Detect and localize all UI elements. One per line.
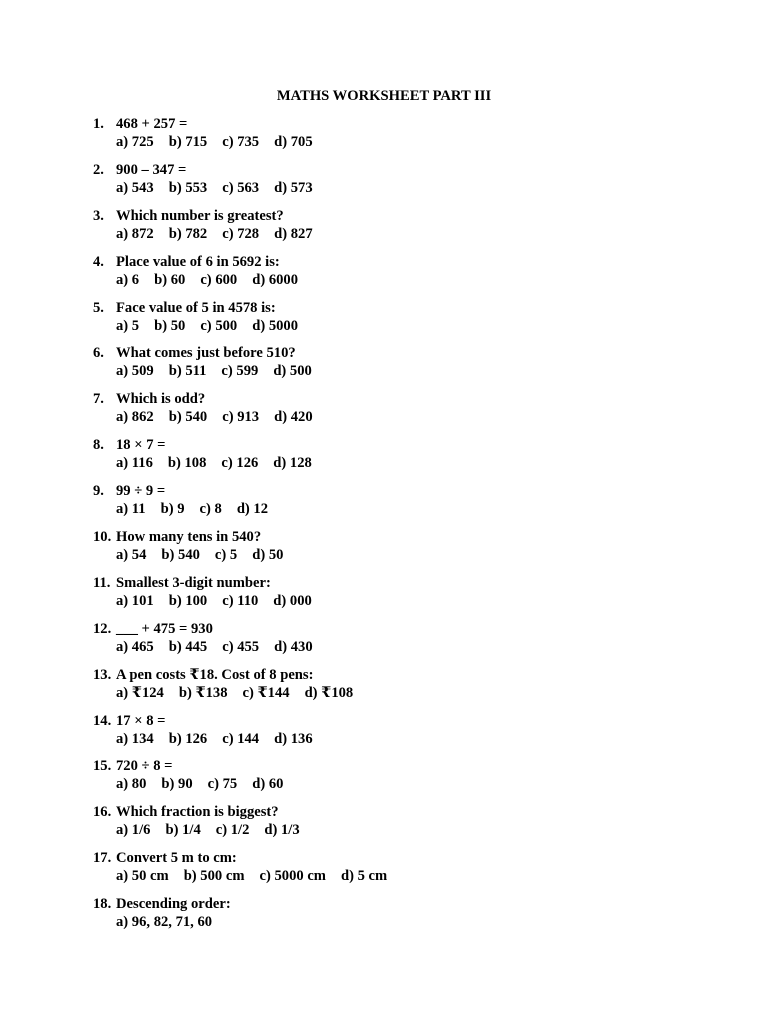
- options-line: [116, 271, 313, 289]
- question-item: [93, 344, 713, 390]
- question-text: Smallest 3-digit number:: [116, 574, 271, 591]
- answer-option: a) 543: [116, 179, 154, 196]
- answer-option: d) 128: [273, 455, 312, 472]
- question-number: 9.: [93, 483, 104, 500]
- answer-option: a) 1/6: [116, 822, 151, 839]
- question-number: 1.: [93, 116, 104, 132]
- answer-option: b) 50: [154, 317, 186, 334]
- answer-option: d) 573: [274, 179, 313, 196]
- question-text: 900 – 347 =: [116, 161, 187, 178]
- question-number: 6.: [93, 345, 104, 362]
- answer-option: d) 1/3: [264, 822, 300, 839]
- question-text: How many tens in 540?: [116, 529, 262, 546]
- question-line: [93, 712, 165, 730]
- question-number: 14.: [93, 712, 112, 729]
- question-text: Descending order:: [116, 896, 231, 913]
- answer-option: a) 862: [116, 409, 154, 426]
- answer-option: c) 1/2: [215, 822, 250, 839]
- answer-option: d) 6000: [252, 271, 299, 288]
- answer-option: c) 144: [222, 730, 260, 747]
- question-number: 10.: [93, 529, 112, 546]
- answer-option: b) 9: [160, 501, 185, 518]
- question-number: 12.: [93, 620, 112, 637]
- question-line: [93, 757, 172, 775]
- answer-option: c) 500: [200, 317, 238, 334]
- answer-option: b) 60: [154, 271, 186, 288]
- question-text: What comes just before 510?: [116, 345, 296, 362]
- answer-option: c) 455: [222, 638, 260, 655]
- answer-option: c) 8: [199, 501, 222, 518]
- worksheet-title: MATHS WORKSHEET PART III: [276, 88, 492, 104]
- question-line: [93, 115, 187, 133]
- question-line: [93, 344, 296, 362]
- answer-option: a) 465: [116, 638, 154, 655]
- options-line: [116, 225, 328, 243]
- question-text: ___ + 475 = 930: [116, 620, 213, 637]
- answer-option: b) 100: [168, 592, 208, 609]
- answer-option: c) 600: [200, 271, 238, 288]
- question-item: [93, 161, 713, 207]
- answer-option: a) 80: [116, 776, 147, 793]
- answer-option: c) 599: [221, 363, 259, 380]
- options-line: [116, 913, 227, 931]
- answer-option: d) 136: [274, 730, 313, 747]
- answer-option: c) 563: [222, 179, 260, 196]
- answer-option: c) ₹144: [242, 684, 290, 701]
- answer-option: a) 134: [116, 730, 154, 747]
- question-text: 18 × 7 =: [116, 437, 166, 454]
- answer-option: d) 430: [274, 638, 313, 655]
- answer-option: c) 735: [222, 134, 260, 150]
- answer-option: b) 445: [168, 638, 208, 655]
- question-item: [93, 528, 713, 574]
- question-number: 18.: [93, 896, 112, 913]
- question-line: [93, 528, 261, 546]
- answer-option: c) 126: [221, 455, 259, 472]
- question-line: [93, 207, 284, 225]
- answer-option: a) 5: [116, 317, 140, 334]
- question-line: [93, 895, 231, 913]
- question-line: [93, 803, 279, 821]
- question-text: Which is odd?: [116, 391, 206, 408]
- question-item: [93, 115, 713, 161]
- answer-option: b) 540: [168, 409, 208, 426]
- question-text: 99 ÷ 9 =: [116, 483, 166, 500]
- options-line: [116, 592, 327, 610]
- question-line: [93, 436, 165, 454]
- question-number: 3.: [93, 207, 104, 224]
- question-text: Which number is greatest?: [116, 207, 284, 224]
- question-item: [93, 390, 713, 436]
- question-item: [93, 666, 713, 712]
- answer-option: b) 540: [161, 547, 200, 564]
- question-text: Place value of 6 in 5692 is:: [116, 253, 280, 270]
- answer-option: a) 101: [116, 592, 154, 609]
- answer-option: c) 728: [222, 225, 260, 242]
- question-number: 2.: [93, 161, 104, 178]
- question-item: [93, 299, 713, 345]
- question-item: [93, 436, 713, 482]
- answer-option: a) 11: [116, 501, 146, 518]
- question-line: [93, 299, 276, 317]
- answer-option: d) 5 cm: [340, 868, 388, 885]
- answer-option: b) 500 cm: [183, 868, 245, 885]
- answer-option: a) 50 cm: [116, 868, 169, 885]
- question-line: [93, 482, 165, 500]
- question-number: 7.: [93, 391, 104, 408]
- question-text: 468 + 257 =: [116, 116, 188, 132]
- question-number: 8.: [93, 437, 104, 454]
- answer-option: d) 500: [273, 363, 312, 380]
- question-number: 15.: [93, 758, 112, 775]
- question-list: [93, 115, 713, 941]
- question-text: Face value of 5 in 4578 is:: [116, 299, 276, 316]
- options-line: [116, 546, 298, 564]
- answer-option: a) 725: [116, 134, 154, 150]
- answer-option: d) 60: [252, 776, 284, 793]
- options-line: [116, 775, 298, 793]
- question-item: [93, 620, 713, 666]
- answer-option: d) 827: [274, 225, 313, 242]
- question-item: [93, 895, 713, 941]
- answer-option: d) ₹108: [304, 684, 354, 701]
- options-line: [116, 454, 327, 472]
- question-text: 17 × 8 =: [116, 712, 166, 729]
- question-text: Convert 5 m to cm:: [116, 850, 237, 867]
- answer-option: d) 000: [273, 592, 312, 609]
- options-line: [116, 133, 328, 151]
- question-item: [93, 253, 713, 299]
- answer-option: d) 12: [236, 501, 269, 518]
- question-number: 5.: [93, 299, 104, 316]
- answer-option: b) 715: [168, 134, 208, 150]
- answer-option: c) 75: [207, 776, 238, 793]
- question-text: 720 ÷ 8 =: [116, 758, 173, 775]
- answer-option: d) 420: [274, 409, 313, 426]
- options-line: [116, 638, 328, 656]
- options-line: [116, 730, 328, 748]
- answer-option: b) ₹138: [178, 684, 228, 701]
- answer-option: c) 110: [222, 592, 259, 609]
- options-line: [116, 179, 328, 197]
- question-number: 13.: [93, 666, 112, 683]
- question-number: 16.: [93, 804, 112, 821]
- answer-option: c) 913: [222, 409, 260, 426]
- question-item: [93, 712, 713, 758]
- options-line: [116, 317, 313, 335]
- question-item: [93, 207, 713, 253]
- options-line: [116, 500, 283, 518]
- answer-option: b) 553: [168, 179, 208, 196]
- question-text: A pen costs ₹18. Cost of 8 pens:: [116, 666, 314, 683]
- answer-option: a) 54: [116, 547, 147, 564]
- question-item: [93, 803, 713, 849]
- question-text: Which fraction is biggest?: [116, 804, 279, 821]
- answer-option: a) 509: [116, 363, 154, 380]
- answer-option: a) 6: [116, 271, 140, 288]
- answer-option: c) 5: [214, 547, 238, 564]
- question-item: [93, 482, 713, 528]
- options-line: [116, 867, 402, 885]
- question-number: 17.: [93, 850, 112, 867]
- question-number: 4.: [93, 253, 104, 270]
- answer-option: d) 5000: [252, 317, 299, 334]
- options-line: [116, 408, 328, 426]
- answer-option: b) 511: [168, 363, 207, 380]
- answer-option: d) 705: [274, 134, 313, 150]
- question-line: [93, 849, 237, 867]
- answer-option: a) ₹124: [116, 684, 164, 701]
- options-line: [116, 821, 315, 839]
- question-item: [93, 757, 713, 803]
- options-line: [116, 362, 327, 380]
- answer-option: a) 116: [116, 455, 153, 472]
- question-item: [93, 574, 713, 620]
- question-line: [93, 253, 280, 271]
- question-line: [93, 620, 213, 638]
- answer-option: b) 126: [168, 730, 208, 747]
- question-number: 11.: [93, 574, 111, 591]
- question-line: [93, 666, 313, 684]
- answer-option: d) 50: [252, 547, 284, 564]
- answer-option: b) 108: [167, 455, 207, 472]
- question-line: [93, 161, 186, 179]
- question-line: [93, 390, 205, 408]
- answer-option: a) 872: [116, 225, 154, 242]
- question-line: [93, 574, 271, 592]
- answer-option: c) 5000 cm: [259, 868, 326, 885]
- answer-option: a) 96, 82, 71, 60: [116, 914, 213, 931]
- question-item: [93, 849, 713, 895]
- options-line: [116, 684, 368, 702]
- answer-option: b) 782: [168, 225, 208, 242]
- answer-option: b) 1/4: [165, 822, 201, 839]
- answer-option: b) 90: [161, 776, 193, 793]
